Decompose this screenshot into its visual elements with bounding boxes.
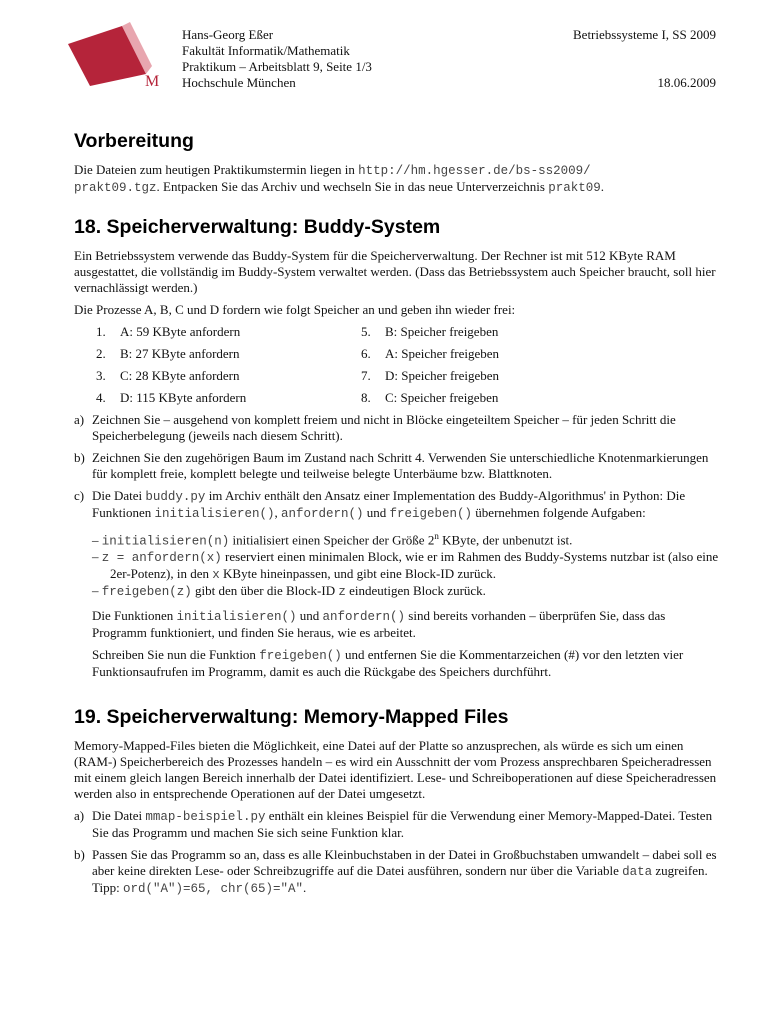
code-function: initialisieren() (176, 610, 297, 625)
text-run: reserviert einen minimalen Block, wie er im Rahmen des Buddy-Systems nutzbar ist (also eine 2er-Potenz), in den (110, 549, 719, 582)
task-label: a) (74, 808, 85, 824)
text-run: Schreiben Sie nun die Funktion (92, 647, 260, 663)
header-right (573, 27, 716, 91)
university-logo (60, 22, 170, 92)
preparation-text (74, 162, 720, 196)
directory-name: prakt09 (548, 181, 601, 195)
dash-marker: – (92, 583, 102, 599)
text-run: gibt den über die Block-ID (191, 583, 339, 599)
section-memory-mapped (74, 704, 720, 897)
text-run: und (296, 608, 323, 624)
task-text (92, 488, 720, 522)
text-run: Die Funktionen (92, 608, 177, 624)
task-label: c) (74, 488, 85, 503)
section-title-memory-mapped: 19. Speicherverwaltung: Memory-Mapped Files (74, 706, 509, 729)
list-item (96, 368, 361, 384)
task-body (92, 488, 720, 686)
prep-text-2: . Entpacken Sie das Archiv und wechseln Sie in das neue Unterverzeichnis (156, 179, 549, 194)
page-content (74, 128, 720, 915)
task-text (92, 847, 720, 897)
download-url[interactable]: http://hm.hgesser.de/bs-ss2009/ (358, 164, 591, 178)
code-filename: buddy.py (145, 490, 206, 504)
text-run: enthält ein kleines Beispiel für die Verwendung einer Memory-Mapped-Datei. Testen Sie das Programm und machen Sie sich seine Funktion klar. (92, 808, 713, 841)
list-item (96, 346, 361, 362)
list-item (361, 390, 611, 406)
steps-list (96, 324, 720, 406)
task-19a (74, 808, 720, 841)
text-run: zugreifen. Tipp: (92, 863, 708, 896)
dash-marker: – (92, 532, 102, 548)
header-left (182, 27, 372, 91)
step-number: 7. (361, 368, 371, 383)
faculty-name: Fakultät Informatik/Mathematik (182, 43, 350, 58)
code-function: freigeben() (389, 507, 473, 521)
mmap-intro: Memory-Mapped-Files bieten die Möglichkeit, eine Datei auf der Platte so anzusprechen, als würde es sich um einen (RAM-) Speicherbereich des Prozesses handeln – es wird ein Ausschnitt der vom Prozess ansprechbaren Speicheradressen mit einem gleich langen Bereich innerhalb der Datei identifiziert. Lese- und Schreiboperationen auf diese Speicheradressen werden also in entsprechende Operationen auf der Datei umgesetzt. (74, 738, 717, 802)
school-name: Hochschule München (182, 75, 296, 90)
step-text: B: 27 KByte anfordern (120, 346, 240, 361)
task-18b (74, 450, 720, 482)
step-text: D: Speicher freigeben (385, 368, 500, 383)
buddy-processes-text: Die Prozesse A, B, C und D fordern wie folgt Speicher an und geben ihn wieder frei: (74, 302, 516, 317)
section-buddy-system (74, 214, 720, 686)
text-run: und (363, 505, 390, 520)
code-snippet: ord("A")=65, chr(65)="A" (122, 882, 303, 897)
step-text: C: 28 KByte anfordern (120, 368, 240, 383)
prep-text-3: . (600, 179, 604, 194)
text-run: KByte, der unbenutzt ist. (438, 532, 573, 548)
text-run: sind bereits vorhanden – überprüfen Sie, dass das Programm funktioniert, und finden Sie heraus, wie es arbeitet. (92, 608, 666, 641)
step-number: 2. (96, 346, 106, 361)
task-text (92, 808, 720, 841)
text-run: Passen Sie das Programm so an, dass es alle Kleinbuchstaben in der Datei in Großbuchstaben umwandelt – dabei soll es aber keine direkten Lese- oder Schreibzugriffe auf die Datei ausführen, sondern nur über die Variable (92, 847, 717, 879)
code-function: z = anfordern(x) (101, 551, 222, 566)
list-item (96, 390, 361, 406)
author-name: Hans-Georg Eßer (182, 27, 274, 42)
task-text: Zeichnen Sie – ausgehend von komplett freiem und nicht in Blöcke eingeteiltem Speicher – für jeden Schritt die Speicherbelegung (jeweils nach diesem Schritt). (92, 412, 676, 443)
prep-text-1: Die Dateien zum heutigen Praktikumstermin liegen in (74, 162, 359, 177)
course-name: Betriebssysteme I, SS 2009 (573, 27, 716, 42)
text-run: eindeutigen Block zurück. (345, 583, 486, 599)
code-variable: z (338, 585, 346, 600)
text-run: Die Datei (92, 808, 146, 824)
task-text (92, 647, 720, 680)
code-function: freigeben(z) (101, 585, 192, 600)
section-title-preparation: Vorbereitung (74, 130, 194, 152)
list-item (96, 324, 361, 340)
step-text: B: Speicher freigeben (385, 324, 499, 339)
step-number: 1. (96, 324, 106, 339)
task-18c (74, 488, 720, 686)
code-function: initialisieren(n) (101, 534, 230, 549)
text-run: im Archiv enthält den Ansatz einer Implementation des Buddy-Algorithmus' in Python: Die Funktionen (92, 488, 686, 520)
text-run: . (303, 880, 307, 896)
code-variable: data (622, 865, 653, 880)
text-run: Die Datei (92, 488, 146, 503)
sheet-info: Praktikum – Arbeitsblatt 9, Seite 1/3 (182, 59, 372, 74)
step-number: 3. (96, 368, 106, 383)
step-number: 5. (361, 324, 371, 339)
code-function: anfordern() (281, 507, 364, 521)
text-run: übernehmen folgende Aufgaben: (472, 505, 646, 520)
task-text (92, 608, 720, 641)
text-run: , (274, 505, 282, 520)
section-preparation (74, 128, 720, 196)
task-18a (74, 412, 720, 444)
list-item (361, 324, 611, 340)
buddy-intro: Ein Betriebssystem verwende das Buddy-System für die Speicherverwaltung. Der Rechner ist mit 512 KByte RAM ausgestattet, die vollständig im Buddy-System verwaltet werden. (Dass das Betriebssystem auch Speicher braucht, soll hier vernachlässigt werden.) (74, 248, 716, 295)
superscript: n (434, 531, 439, 541)
code-filename: mmap-beispiel.py (145, 810, 266, 825)
step-number: 4. (96, 390, 106, 405)
logo-letter: M (145, 73, 160, 90)
code-function: freigeben() (259, 649, 342, 664)
list-item (361, 346, 611, 362)
sheet-date: 18.06.2009 (657, 75, 716, 90)
dash-item (92, 583, 720, 600)
task-19b (74, 847, 720, 897)
step-text: D: 115 KByte anfordern (120, 390, 247, 405)
text-run: initialisiert einen Speicher der Größe 2 (229, 532, 435, 548)
step-text: A: Speicher freigeben (385, 346, 500, 361)
task-label: a) (74, 412, 85, 427)
task-label: b) (74, 847, 85, 863)
step-text: C: Speicher freigeben (385, 390, 499, 405)
code-function: initialisieren() (154, 507, 275, 521)
dash-item (92, 528, 720, 549)
step-text: A: 59 KByte anfordern (120, 324, 241, 339)
task-text: Zeichnen Sie den zugehörigen Baum im Zustand nach Schritt 4. Verwenden Sie unterschiedliche Knotenmarkierungen für komplett freie, komplett belegte und teilweise belegte Unterbäume bzw. Blattknoten. (92, 450, 709, 481)
dash-marker: – (92, 549, 102, 565)
task-label: b) (74, 450, 85, 465)
dash-item (92, 549, 720, 583)
archive-filename: prakt09.tgz (74, 181, 157, 195)
section-title-buddy-system: 18. Speicherverwaltung: Buddy-System (74, 216, 441, 238)
code-variable: x (212, 568, 220, 583)
text-run: und entfernen Sie die Kommentarzeichen (#) vor den letzten vier Funktionsaufrufen im Programm, damit es auch die Rückgabe des Speichers durchführt. (92, 647, 684, 680)
code-function: anfordern() (322, 610, 406, 625)
step-number: 8. (361, 390, 371, 405)
list-item (361, 368, 611, 384)
text-run: KByte hineinpassen, und gibt eine Block-ID zurück. (219, 566, 496, 582)
step-number: 6. (361, 346, 371, 361)
